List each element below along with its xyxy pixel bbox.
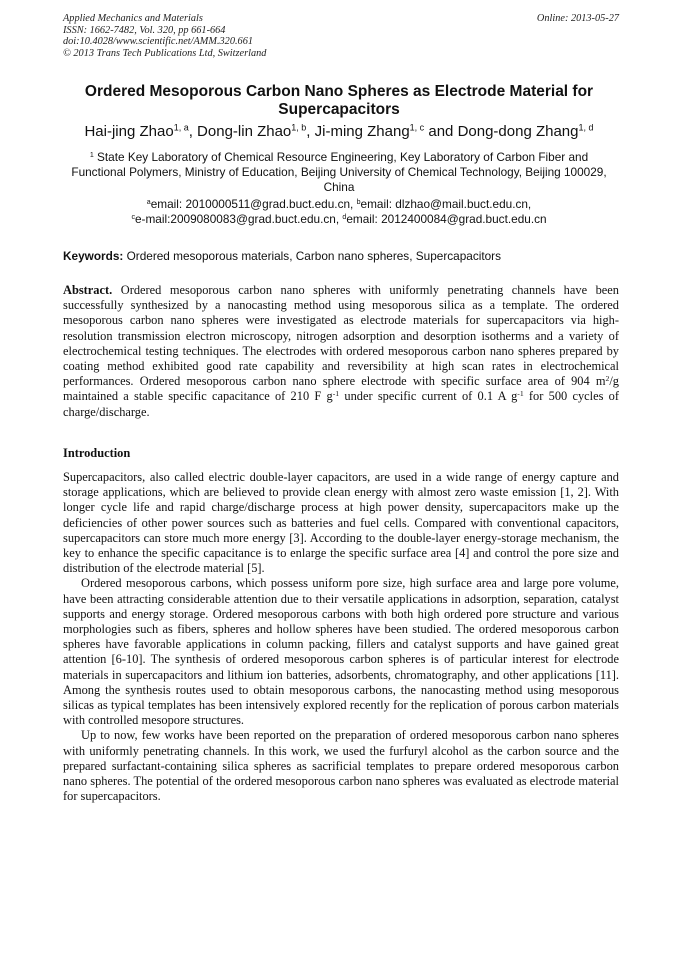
abstract xyxy=(63,283,619,420)
affiliation xyxy=(70,150,608,196)
abstract-text: /g maintained a stable specific capacitance of 210 F g xyxy=(63,374,619,404)
email-line-1 xyxy=(60,197,618,212)
author-affil-sup: 1, b xyxy=(291,122,307,133)
keywords-label: Keywords: xyxy=(63,249,124,263)
section-heading-introduction: Introduction xyxy=(63,446,131,460)
keywords xyxy=(63,249,619,264)
superscript: -1 xyxy=(332,389,340,399)
email-sup: d xyxy=(342,212,347,221)
author-name: Ji-ming Zhang xyxy=(314,123,410,140)
author-separator: , xyxy=(306,123,315,140)
author-name: Dong-lin Zhao xyxy=(197,123,292,140)
email-b[interactable]: email: dlzhao@mail.buct.edu.cn, xyxy=(360,197,532,211)
issn-line: ISSN: 1662-7482, Vol. 320, pp 661-664 xyxy=(63,24,226,36)
abstract-text: for 500 cycles of charge/discharge. xyxy=(63,389,619,419)
email-c[interactable]: e-mail:2009080083@grad.buct.edu.cn, xyxy=(134,212,343,227)
email-line-2 xyxy=(60,212,618,227)
introduction-body xyxy=(63,470,619,804)
copyright-line: © 2013 Trans Tech Publications Ltd, Switzerland xyxy=(63,47,267,59)
author-name: Hai-jing Zhao xyxy=(84,123,174,140)
superscript: 2 xyxy=(605,374,610,383)
paper-title: Ordered Mesoporous Carbon Nano Spheres as Electrode Material for Supercapacitors xyxy=(84,83,594,118)
superscript: -1 xyxy=(517,389,524,399)
abstract-text: Ordered mesoporous carbon nano spheres with uniformly penetrating channels have been successfully synthesized by a nanocasting method using mesoporous silica as a template. The ordered mesoporous carbon nano spheres were investigated as electrode materials for supercapacitors via high-resolution transmission electron microscopy, nitrogen adsorption and desorption isotherms and a variety of electrochemical testing techniques. The electrodes with ordered mesoporous carbon nano spheres prepared by coating method exhibited good rate capability and reversibility at high scan rates in electrochemical performances. Ordered mesoporous carbon nano sphere electrode with specific surface area of 904 m xyxy=(63,283,619,389)
email-sup: a xyxy=(146,197,151,206)
email-sup: b xyxy=(356,197,361,206)
affiliation-text: State Key Laboratory of Chemical Resource Engineering, Key Laboratory of Carbon Fiber and Functional Polymers, Ministry of Education, Beijing University of Chemical Technology, Beijing 100029, China xyxy=(71,150,607,195)
author-separator: , xyxy=(188,123,198,140)
author-affil-sup: 1, c xyxy=(409,122,425,133)
author-affil-sup: 1, a xyxy=(173,122,189,133)
abstract-text: under specific current of 0.1 A g xyxy=(339,389,518,404)
online-date: Online: 2013-05-27 xyxy=(536,13,619,24)
email-d[interactable]: email: 2012400084@grad.buct.edu.cn xyxy=(346,212,547,227)
author-name: Dong-dong Zhang xyxy=(457,123,579,140)
email-block xyxy=(60,197,618,227)
journal-name: Applied Mechanics and Materials xyxy=(63,13,203,24)
author-list xyxy=(55,123,623,141)
paragraph: Ordered mesoporous carbons, which possess uniform pore size, high surface area and large pore volume, have been attracting considerable attention due to their versatile applications in adsorption, separation, catalyst supports and energy storage. Ordered mesoporous carbons with both high ordered pore structure and various morphologies such as fibers, spheres and hollow spheres have been studied. The ordered mesoporous carbon spheres have favorable applications in column packing, fillers and catalyst supports and have gained great attention [6-10]. The synthesis of ordered mesoporous carbon spheres is of particular interest for electrode materials in supercapacitors and lithium ion batteries, adsorbents, chromatography, and other applications [11]. Among the synthesis routes used to obtain mesoporous carbons, the nanocasting method using mesoporous silicas as typical templates has been intensively explored recently for the replication of porous carbon materials with controlled mesopore structures. xyxy=(63,576,619,728)
paragraph: Up to now, few works have been reported on the preparation of ordered mesoporous carbon nano spheres with uniformly penetrating channels. In this work, we used the furfuryl alcohol as the carbon source and the prepared surfactant-containing silica spheres as sacrificial templates to prepare ordered mesoporous carbon nano spheres. The potential of the ordered mesoporous carbon nano spheres was evaluated as electrode material for supercapacitors. xyxy=(63,728,619,804)
abstract-label: Abstract. xyxy=(63,283,113,297)
journal-header xyxy=(63,13,619,59)
email-a[interactable]: email: 2010000511@grad.buct.edu.cn, xyxy=(150,197,357,211)
paragraph: Supercapacitors, also called electric double-layer capacitors, are used in a wide range of energy capture and storage applications, which are believed to provide clean energy with almost zero waste emission [1, 2]. With longer cycle life and rapid charge/discharge process at high power density, supercapacitors make up the deficiencies of other power sources such as batteries and fuel cells. Compared with conventional capacitors, supercapacitors can store much more energy [3]. According to the double-layer energy-storage mechanism, the key to enhance the specific capacitance is to enlarge the specific surface area [4] and control the pore size and distribution of the electrode material [5]. xyxy=(63,470,619,576)
doi-line[interactable]: doi:10.4028/www.scientific.net/AMM.320.661 xyxy=(63,36,253,48)
author-separator: and xyxy=(424,123,458,140)
author-affil-sup: 1, d xyxy=(578,122,594,133)
keywords-text: Ordered mesoporous materials, Carbon nano spheres, Supercapacitors xyxy=(123,249,502,263)
affiliation-sup: 1 xyxy=(89,150,94,159)
email-sup: c xyxy=(131,212,135,221)
